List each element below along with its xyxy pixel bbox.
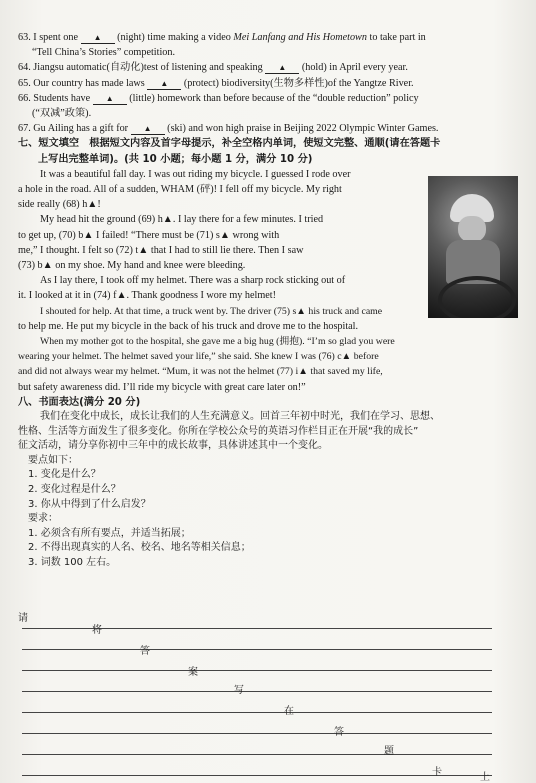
watermark-char: 案 [188,667,198,678]
writing-area [18,613,492,783]
writing-line [22,670,492,671]
watermark-char: 写 [234,685,244,696]
watermark-char: 将 [92,625,102,636]
requirements-label: 要求： [28,513,58,525]
point-item: 2. 变化过程是什么？ [28,484,121,496]
point-item: 3. 你从中得到了什么启发？ [28,498,151,510]
question-67: 67. Gu Ailing has a gift for ▲ (ski) and won high praise in Beijing 2022 Olympic Winter Games. [18,123,439,135]
question-66: 66. Students have ▲ (little) homework than before because of the “double reduction” policy [18,92,419,104]
answer-blank: ▲ [93,93,127,105]
watermark-char: 答 [334,727,344,738]
point-item: 1. 变化是什么？ [28,469,101,481]
section-7-title: 七、短文填空 根据短文内容及首字母提示，补全空格内单词，使短文完整、通顺(请在答题卡 [18,138,441,150]
passage-line: but safety awareness did. I’ll ride my bicycle with great care later on!” [18,381,306,393]
passage-line: and did not always wear my helmet. “Mum, it was not the helmet (77) i▲ that saved my life, [18,366,383,378]
writing-line [22,712,492,713]
passage-line: My head hit the ground (69) h▲. I lay there for a few minutes. I tried [40,214,324,226]
writing-line [22,691,492,692]
writing-line [22,754,492,755]
watermark-char: 在 [284,706,294,717]
passage-line: It was a beautiful fall day. I was out riding my bicycle. I guessed I rode over [40,168,351,180]
cyclist-photo [428,176,518,318]
question-66-cont: (“双减”政策). [32,108,92,120]
question-63: 63. I spent one ▲ (night) time making a video Mei Lanfang and His Hometown to take part in [18,32,426,43]
section-8-title: 八、书面表达(满分 20 分) [18,396,141,408]
answer-blank: ▲ [147,78,181,90]
question-64: 64. Jiangsu automatic(自动化)test of listening and speaking ▲ (hold) in April every year. [18,62,408,74]
passage-line: As I lay there, I took off my helmet. There was a sharp rock sticking out of [40,275,346,287]
requirement-item: 1. 必须含有所有要点，并适当拓展； [28,527,191,539]
writing-intro: 性格、生活等方面发生了很多变化。你所在学校公众号的英语习作栏目正在开展“我的成长” [18,425,419,437]
passage-line: wearing your helmet. The helmet saved your life,” she said. She knew I was (76) c▲ before [18,351,379,363]
watermark-char: 题 [384,746,394,757]
points-label: 要点如下： [28,454,78,466]
passage-line: (73) b▲ on my shoe. My hand and knee were bleeding. [18,260,246,272]
writing-intro: 我们在变化中成长，成长让我们的人生充满意义。回首三年初中时光，我们在学习、思想、 [40,411,440,423]
watermark-char: 请 [18,613,28,624]
cloze-passage [18,167,420,273]
passage-line: it. I looked at it in (74) f▲. Thank goodness I wore my helmet! [18,290,277,302]
writing-line [22,775,492,776]
passage-line: a hole in the road. All of a sudden, WHAM (砰)! I fell off my bicycle. My right [18,184,342,196]
writing-line [22,649,492,650]
watermark-char: 上 [480,772,490,783]
writing-line [22,733,492,734]
requirement-item: 2. 不得出现真实的人名、校名、地名等相关信息； [28,542,251,554]
requirement-item: 3. 词数 100 左右。 [28,557,117,569]
passage-line: to get up, (70) b▲ I failed! “There must be (71) s▲ wrong with [18,229,280,241]
passage-line: to help me. He put my bicycle in the back of his truck and drove me to the hospital. [18,320,359,332]
answer-blank: ▲ [265,62,299,74]
watermark-char: 答 [140,646,150,657]
answer-blank: ▲ [81,32,115,44]
question-65: 65. Our country has made laws ▲ (protect) biodiversity(生物多样性)of the Yangtze River. [18,77,414,89]
writing-intro: 征文活动，请分享你初中三年中的成长故事，具体讲述其中一个变化。 [18,440,328,452]
passage-line: I shouted for help. At that time, a truck went by. The driver (75) s▲ his truck and came [40,305,383,317]
passage-line: me,” I thought. I felt so (72) t▲ that I had to still lie there. Then I saw [18,244,304,256]
watermark-char: 卡 [432,767,442,778]
section-7-title-cont: 上写出完整单词)。(共 10 小题；每小题 1 分，满分 10 分) [38,153,313,165]
passage-line: When my mother got to the hospital, she gave me a big hug (拥抱). “I’m so glad you were [40,336,395,348]
answer-blank: ▲ [131,123,165,135]
question-63-cont: “Tell China’s Stories” competition. [32,47,176,59]
passage-line: side really (68) h▲! [18,199,101,211]
